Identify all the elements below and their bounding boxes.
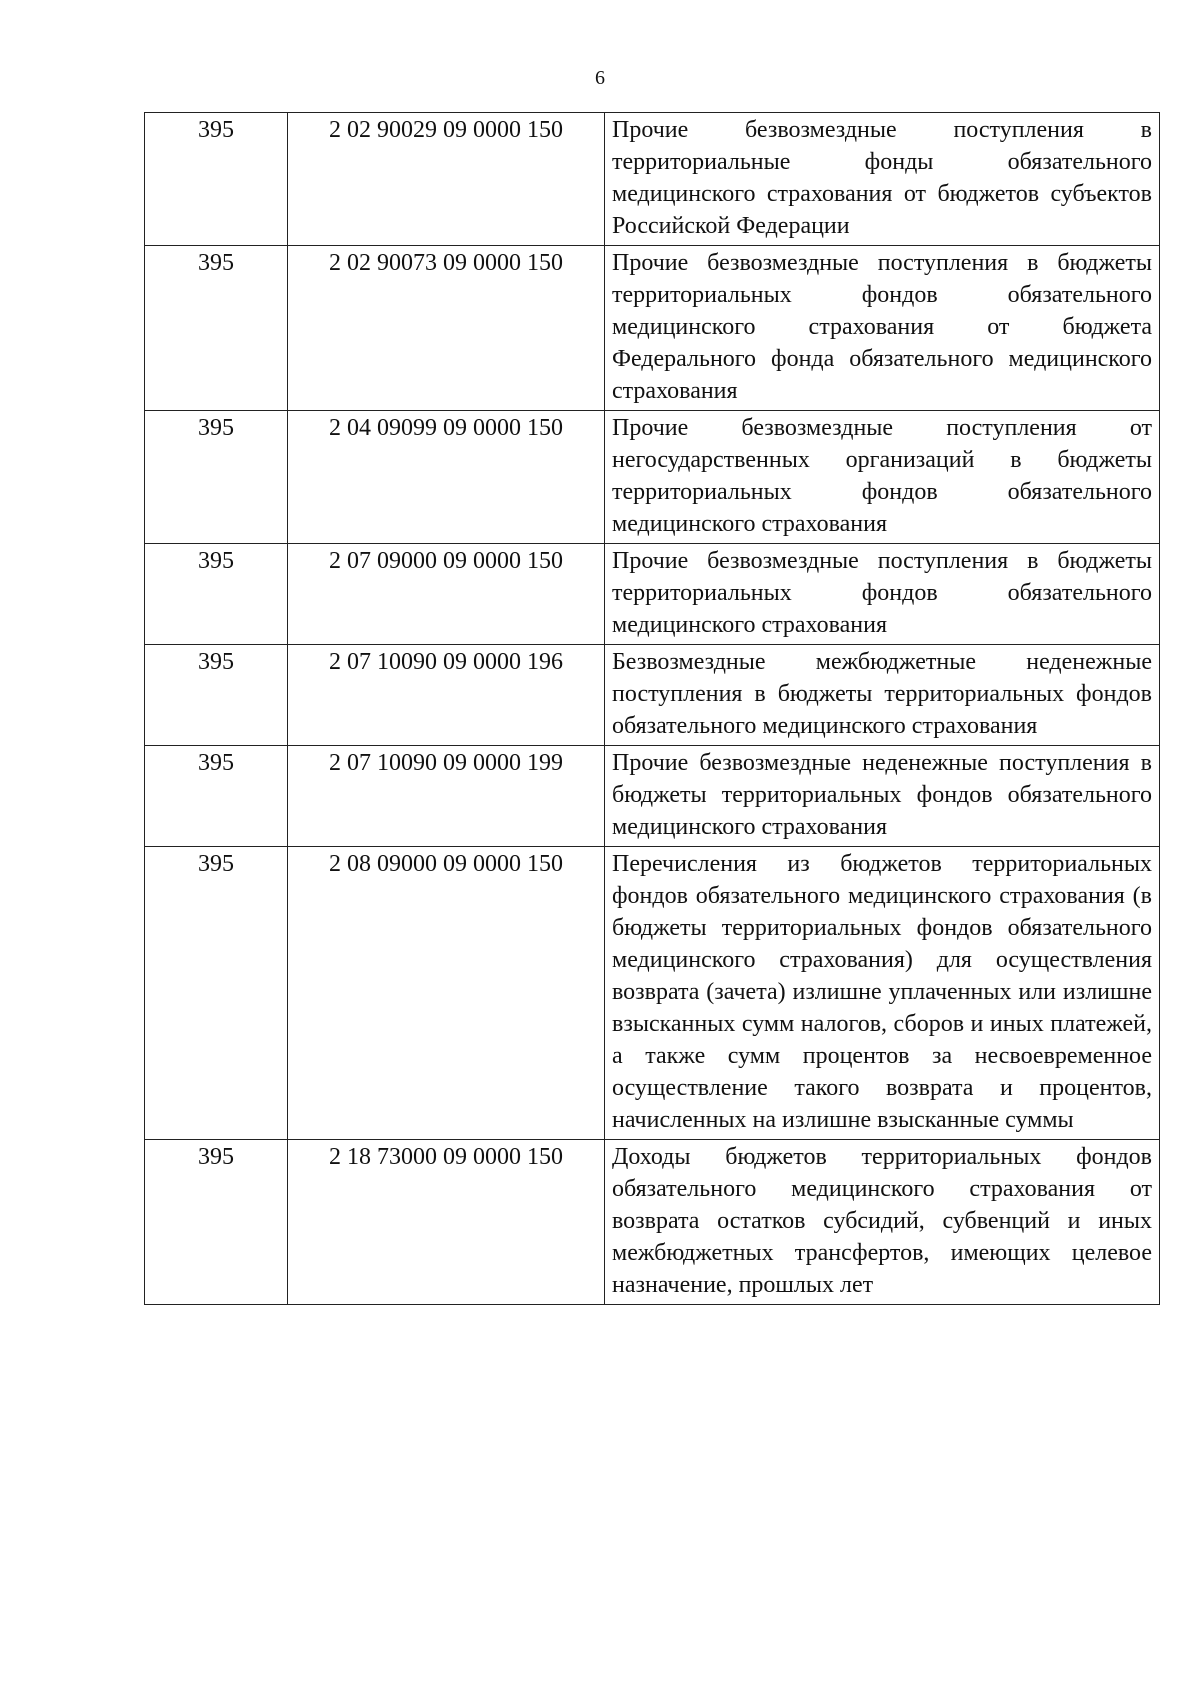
revenue-code-cell: 2 07 10090 09 0000 199	[288, 746, 605, 847]
table-row	[145, 1140, 1160, 1305]
admin-code-cell: 395	[145, 246, 288, 411]
budget-classification-table	[144, 112, 1160, 1305]
admin-code-cell: 395	[145, 113, 288, 246]
revenue-name-cell: Прочие безвозмездные поступления в бюджеты территориальных фондов обязательного медицинского страхования	[605, 544, 1160, 645]
revenue-code-cell: 2 18 73000 09 0000 150	[288, 1140, 605, 1305]
page-number: 6	[595, 67, 605, 89]
revenue-name-cell: Перечисления из бюджетов территориальных фондов обязательного медицинского страхования (в бюджеты территориальных фондов обязательного медицинского страхования) для осуществления возврата (зачета) излишне уплаченных или излишне взысканных сумм налогов, сборов и иных платежей, а также сумм процентов за несвоевременное осуществление такого возврата и процентов, начисленных на излишне взысканные суммы	[605, 847, 1160, 1140]
revenue-code-cell: 2 04 09099 09 0000 150	[288, 411, 605, 544]
revenue-code-cell: 2 02 90029 09 0000 150	[288, 113, 605, 246]
revenue-code-cell: 2 08 09000 09 0000 150	[288, 847, 605, 1140]
table-row	[145, 645, 1160, 746]
revenue-code-cell: 2 02 90073 09 0000 150	[288, 246, 605, 411]
admin-code-cell: 395	[145, 847, 288, 1140]
table-row	[145, 847, 1160, 1140]
revenue-name-cell: Доходы бюджетов территориальных фондов обязательного медицинского страхования от возврата остатков субсидий, субвенций и иных межбюджетных трансфертов, имеющих целевое назначение, прошлых лет	[605, 1140, 1160, 1305]
revenue-name-cell: Прочие безвозмездные поступления в территориальные фонды обязательного медицинского страхования от бюджетов субъектов Российской Федерации	[605, 113, 1160, 246]
admin-code-cell: 395	[145, 1140, 288, 1305]
admin-code-cell: 395	[145, 746, 288, 847]
revenue-code-cell: 2 07 09000 09 0000 150	[288, 544, 605, 645]
table-row	[145, 544, 1160, 645]
table-row	[145, 113, 1160, 246]
revenue-name-cell: Прочие безвозмездные поступления от негосударственных организаций в бюджеты территориальных фондов обязательного медицинского страхования	[605, 411, 1160, 544]
admin-code-cell: 395	[145, 411, 288, 544]
table-row	[145, 246, 1160, 411]
revenue-name-cell: Безвозмездные межбюджетные неденежные поступления в бюджеты территориальных фондов обязательного медицинского страхования	[605, 645, 1160, 746]
revenue-code-cell: 2 07 10090 09 0000 196	[288, 645, 605, 746]
revenue-name-cell: Прочие безвозмездные неденежные поступления в бюджеты территориальных фондов обязательного медицинского страхования	[605, 746, 1160, 847]
revenue-name-cell: Прочие безвозмездные поступления в бюджеты территориальных фондов обязательного медицинского страхования от бюджета Федерального фонда обязательного медицинского страхования	[605, 246, 1160, 411]
table-row	[145, 746, 1160, 847]
admin-code-cell: 395	[145, 645, 288, 746]
admin-code-cell: 395	[145, 544, 288, 645]
table-row	[145, 411, 1160, 544]
